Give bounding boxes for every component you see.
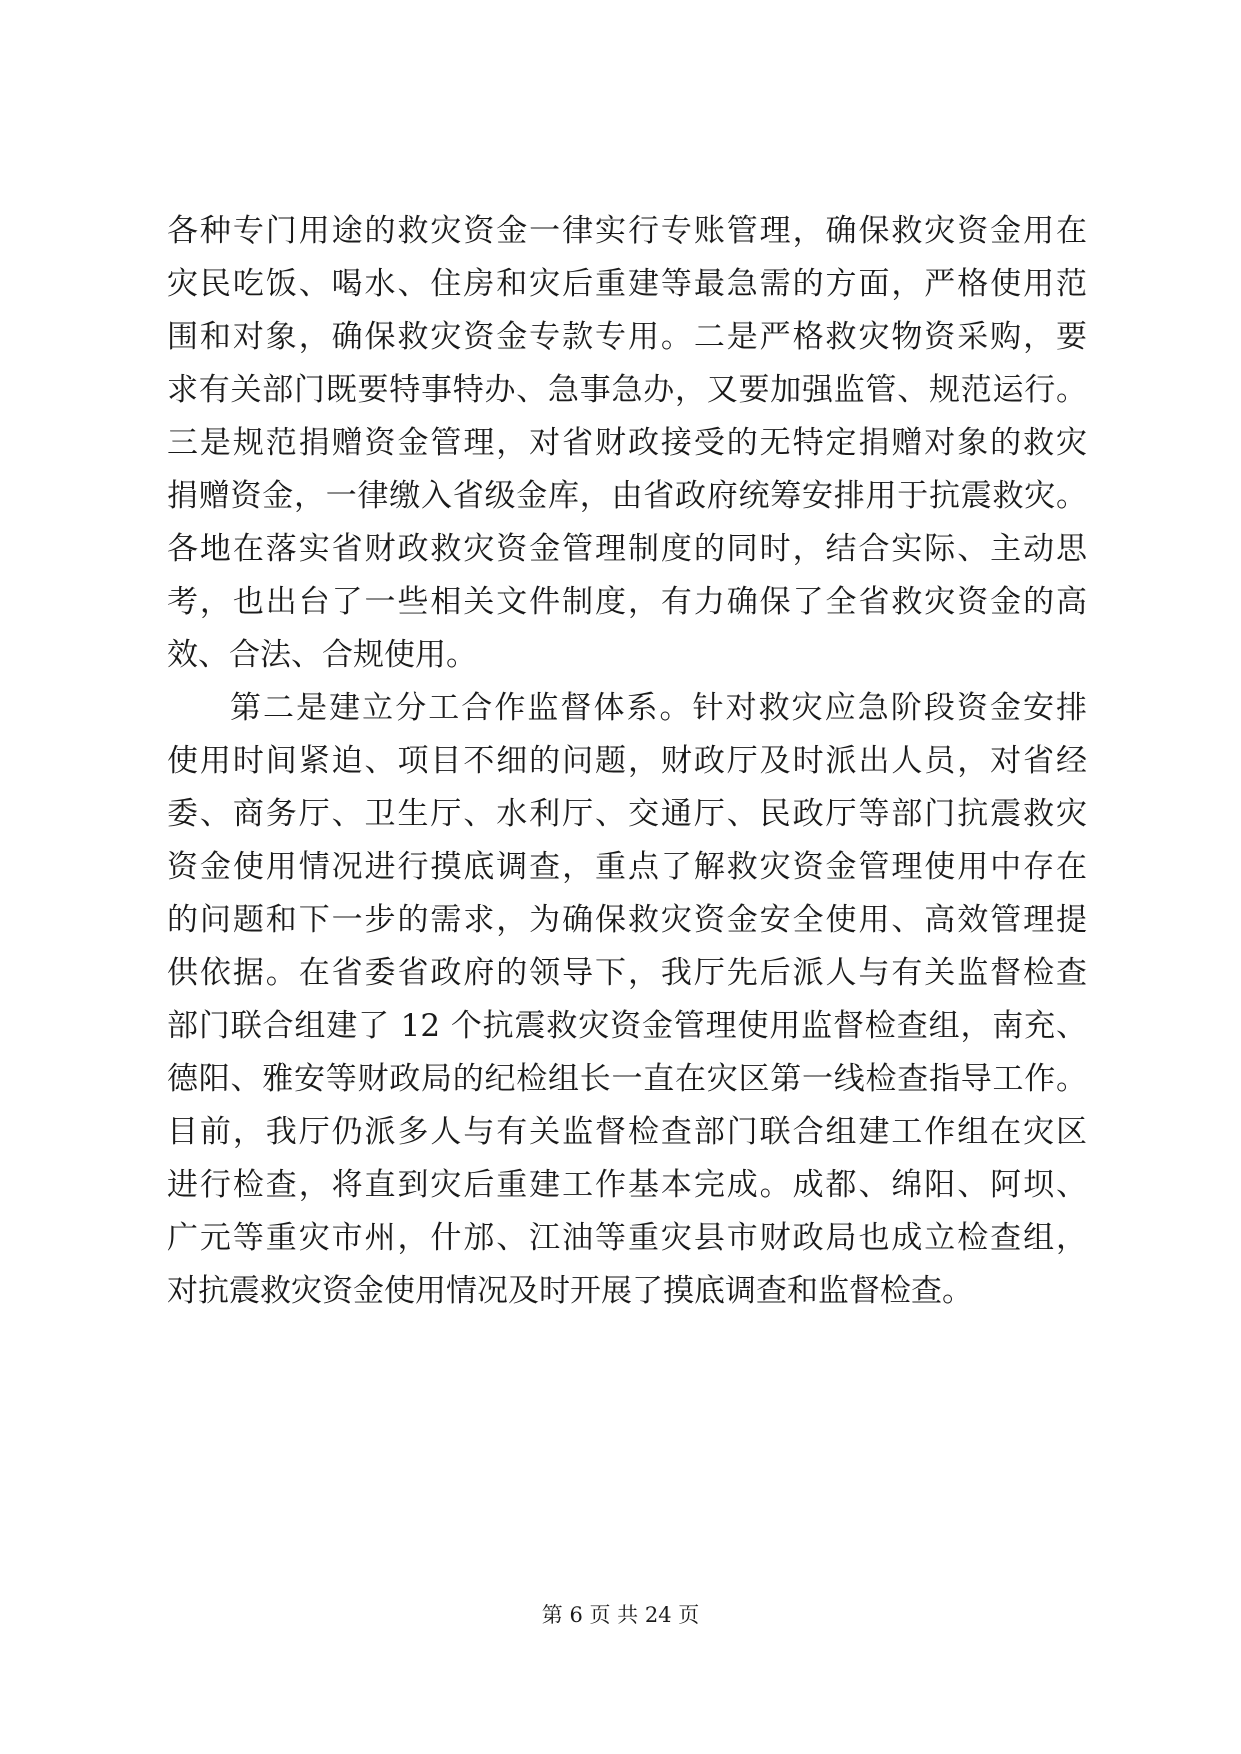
text-line: 资金使用情况进行摸底调查，重点了解救灾资金管理使用中存在 [167, 849, 1087, 885]
text-line: 求有关部门既要特事特办、急事急办，又要加强监管、规范运行。 [167, 372, 1087, 408]
text-line: 广元等重灾市州，什邡、江油等重灾县市财政局也成立检查组， [167, 1220, 1087, 1256]
text-line: 德阳、雅安等财政局的纪检组长一直在灾区第一线检查指导工作。 [167, 1061, 1087, 1097]
page-number-footer: 第 6 页 共 24 页 [541, 1603, 700, 1627]
text-line: 效、合法、合规使用。 [167, 637, 477, 673]
text-line: 三是规范捐赠资金管理，对省财政接受的无特定捐赠对象的救灾 [167, 425, 1087, 461]
text-line: 灾民吃饭、喝水、住房和灾后重建等最急需的方面，严格使用范 [167, 266, 1087, 302]
text-line: 各种专门用途的救灾资金一律实行专账管理，确保救灾资金用在 [167, 213, 1087, 249]
text-line: 各地在落实省财政救灾资金管理制度的同时，结合实际、主动思 [167, 531, 1087, 567]
text-line: 围和对象，确保救灾资金专款专用。二是严格救灾物资采购，要 [167, 319, 1087, 355]
text-line: 使用时间紧迫、项目不细的问题，财政厅及时派出人员，对省经 [167, 743, 1087, 779]
text-line: 考，也出台了一些相关文件制度，有力确保了全省救灾资金的高 [167, 584, 1087, 620]
text-line: 捐赠资金，一律缴入省级金库，由省政府统筹安排用于抗震救灾。 [167, 478, 1087, 514]
text-line: 部门联合组建了 12 个抗震救灾资金管理使用监督检查组，南充、 [167, 1008, 1087, 1044]
text-line: 委、商务厅、卫生厅、水利厅、交通厅、民政厅等部门抗震救灾 [167, 796, 1087, 832]
text-line: 供依据。在省委省政府的领导下，我厅先后派人与有关监督检查 [167, 955, 1087, 991]
text-line: 进行检查，将直到灾后重建工作基本完成。成都、绵阳、阿坝、 [167, 1167, 1087, 1203]
text-line: 的问题和下一步的需求，为确保救灾资金安全使用、高效管理提 [167, 902, 1087, 938]
text-line: 对抗震救灾资金使用情况及时开展了摸底调查和监督检查。 [167, 1273, 973, 1309]
text-line: 第二是建立分工合作监督体系。针对救灾应急阶段资金安排 [230, 690, 1087, 726]
text-line: 目前，我厅仍派多人与有关监督检查部门联合组建工作组在灾区 [167, 1114, 1087, 1150]
